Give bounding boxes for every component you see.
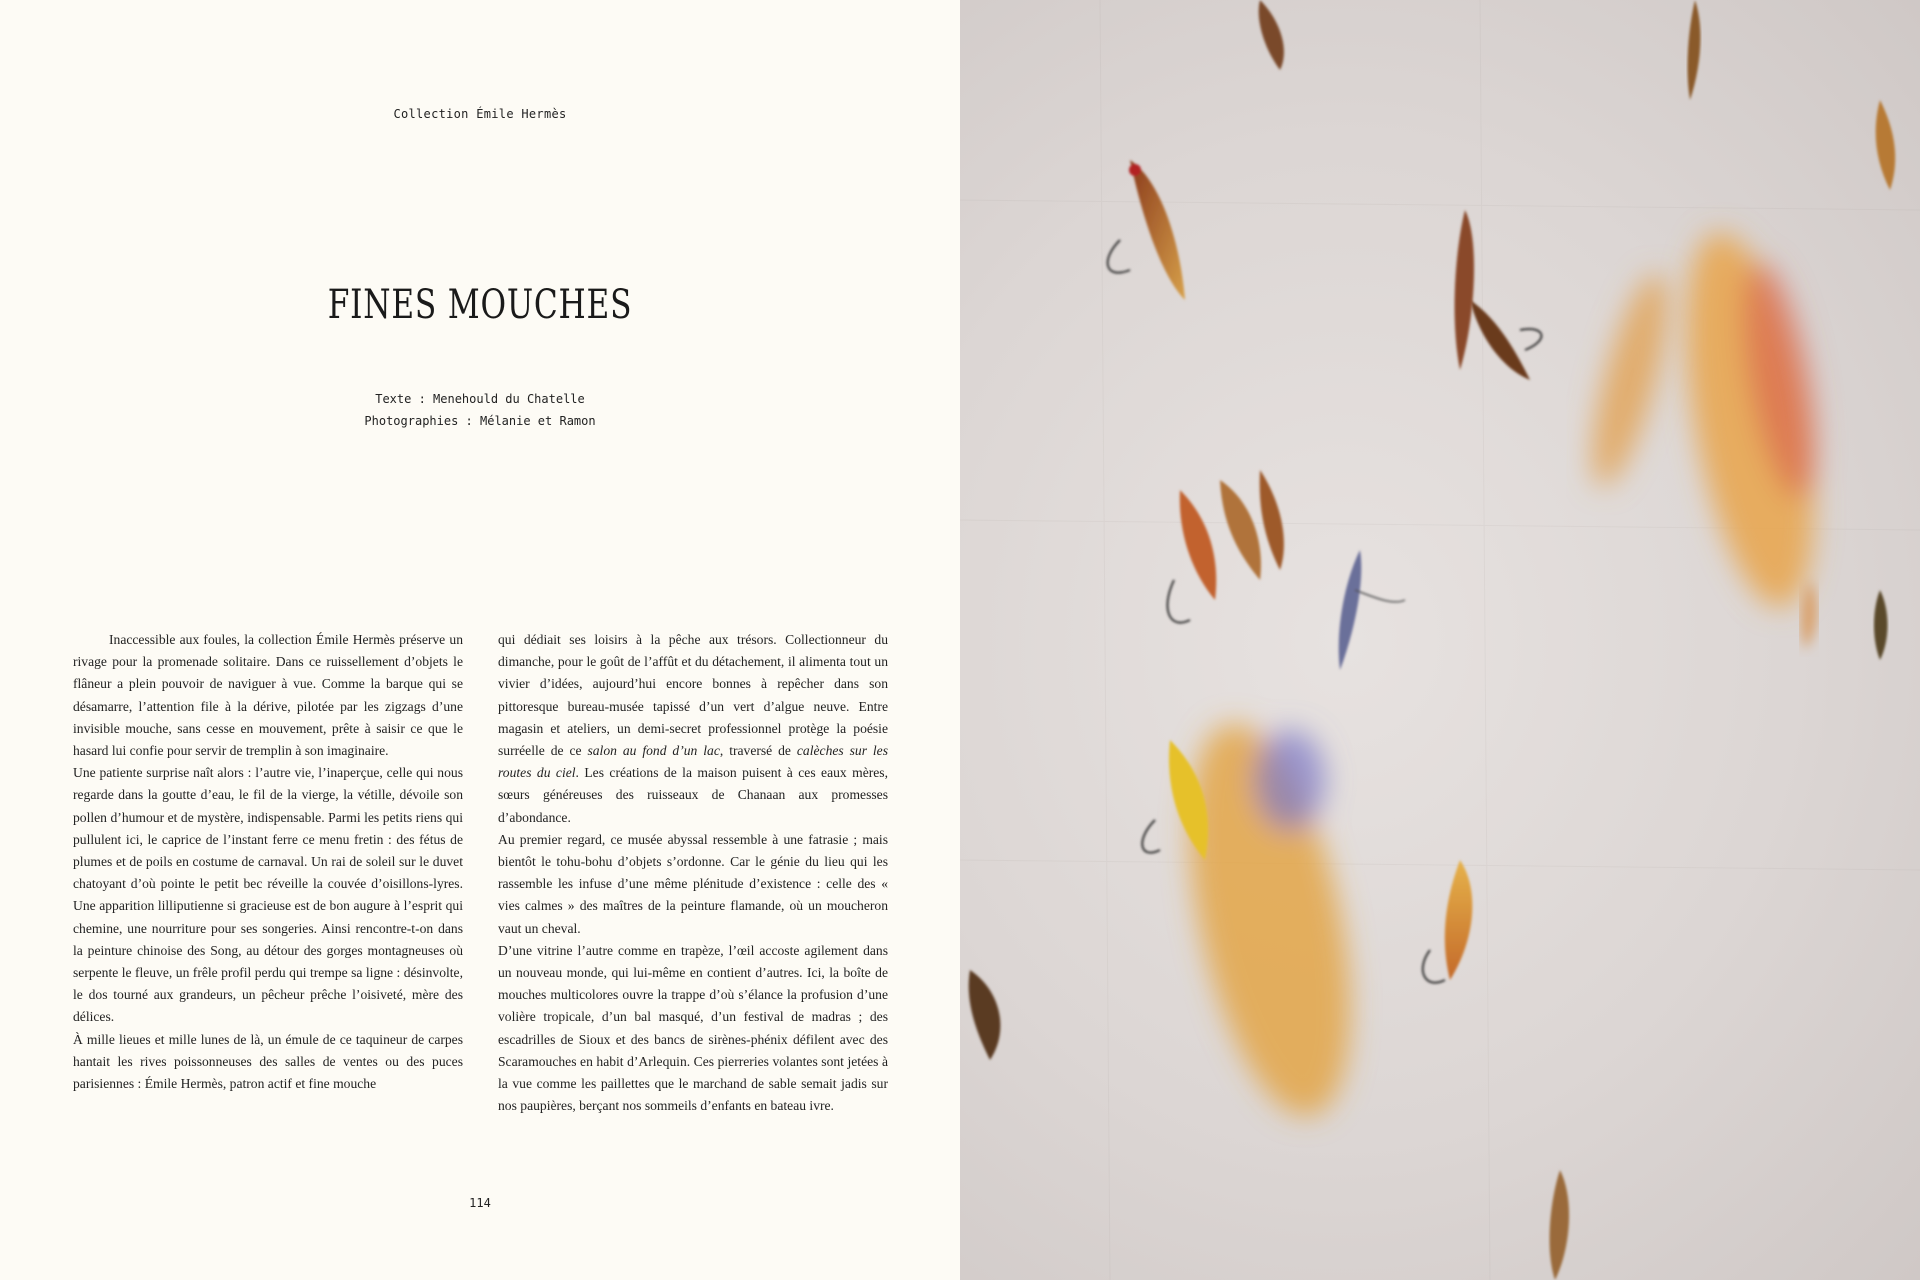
italic-phrase: salon au fond d’un lac [587, 743, 720, 759]
credit-photos: Photographies : Mélanie et Ramon [364, 414, 596, 428]
body-column-right [498, 629, 888, 1117]
italic-phrase: calèches sur les routes du ciel [498, 743, 888, 781]
fishing-flies-photo [960, 0, 1920, 1280]
fishing-fly [1423, 860, 1473, 983]
collection-header: Collection Émile Hermès [393, 107, 567, 121]
fishing-fly [969, 970, 1001, 1060]
fishing-fly [1550, 1170, 1570, 1280]
fishing-fly [1876, 100, 1896, 190]
photo-page [960, 0, 1920, 1280]
fishing-fly [1142, 740, 1208, 860]
fishing-fly [1801, 580, 1817, 650]
article-credits [0, 388, 960, 432]
paragraph: D’une vitrine l’autre comme en trapèze, l’œil accoste agilement dans un nouveau monde, qui lui-même en contient d’autres. Ici, la boîte de mouches multicolores ouvre la trappe d’où s’élance la profusion d’une volière tropicale, d’un bal masqué, d’un festival de madras ; des escadrilles de Sioux et des bancs de sirènes-phénix défilent avec des Scaramouches en habit d’Arlequin. Ces pierreries volantes sont jetées à la vue comme les paillettes que le marchand de sable semait jadis sur nos paupières, berçant nos sommeils d’enfants en bateau ivre. [498, 942, 888, 1114]
fishing-fly [1874, 590, 1888, 660]
fishing-fly [1108, 160, 1185, 300]
fishing-fly [1688, 0, 1701, 100]
paragraph: À mille lieues et mille lunes de là, un émule de ce taquineur de carpes hantait les rives poissonneuses des salles de ventes ou des puces parisiennes : Émile Hermès, patron actif et fine mouche [73, 1031, 463, 1092]
page-number: 114 [469, 1196, 491, 1210]
fishing-fly [1339, 550, 1405, 670]
fishing-fly [1167, 490, 1216, 623]
blurred-fly [1663, 223, 1837, 616]
body-column-left [73, 629, 463, 1095]
fishing-fly [1220, 470, 1284, 580]
fishing-fly [1470, 300, 1541, 380]
fishing-fly [1259, 0, 1284, 70]
credit-text: Texte : Menehould du Chatelle [375, 392, 585, 406]
article-title: FINES MOUCHES [327, 282, 633, 328]
paragraph: Inaccessible aux foules, la collection Émile Hermès préserve un rivage pour la promenade solitaire. Dans ce ruissellement d’objets le flâneur a plein pouvoir de naviguer à vue. Comme la barque qui se désamarre, l’attention file à la dérive, pilotée par les zigzags d’une invisible mouche, sans cesse en mouvement, prête à saisir ce que le hasard lui confie pour servir de tremplin à son imaginaire. [73, 632, 463, 759]
paragraph: Une patiente surprise naît alors : l’autre vie, l’inaperçue, celle qui nous regarde dans la goutte d’eau, le fil de la vierge, la vétille, dévoile son pollen d’humour et de mystère, indispensable. Parmi les petits riens qui pullulent ici, le caprice de l’instant ferre ce menu fretin : des fétus de plumes et de poils en costume de carnaval. Un rai de soleil sur le duvet chatoyant d’où pointe le petit bec réveille la couvée d’oisillons-lyres. Une apparition lilliputienne si gracieuse est de bon augure à l’esprit qui chemine, une nourriture pour ses songeries. Ainsi rencontre-t-on dans la peinture chinoise des Song, au détour des gorges montagneuses où serpente le fleuve, un frêle profil perdu qui trempe sa ligne : désinvolte, le dos tourné aux grandeurs, un pêcheur prêche l’oisiveté, mère des délices. [73, 765, 463, 1025]
paragraph: Au premier regard, ce musée abyssal ressemble à une fatrasie ; mais bientôt le tohu-bohu d’objets s’ordonne. Car le génie du lieu qui les rassemble les infuse d’une même plénitude d’existence : celle des « vies calmes » des maîtres de la peinture flamande, où un moucheron vaut un cheval. [498, 831, 888, 936]
fishing-fly [1455, 210, 1475, 370]
paragraph: qui dédiait ses loisirs à la pêche aux trésors. Collectionneur du dimanche, pour le goût de l’affût et du détachement, il alimenta tout un vivier d’idées, aujourd’hui encore bonnes à repêcher dans son pittoresque bureau-musée tapissé d’un vert d’algue neuve. Entre magasin et ateliers, un demi-secret professionnel protège la poésie surréelle de ce salon au fond d’un lac, traversé de calèches sur les routes du ciel. Les créations de la maison puisent à ces eaux mères, sœurs généreuses des ruisseaux de Chanaan aux promesses d’abondance. [498, 632, 888, 825]
blurred-fly [1577, 267, 1682, 492]
